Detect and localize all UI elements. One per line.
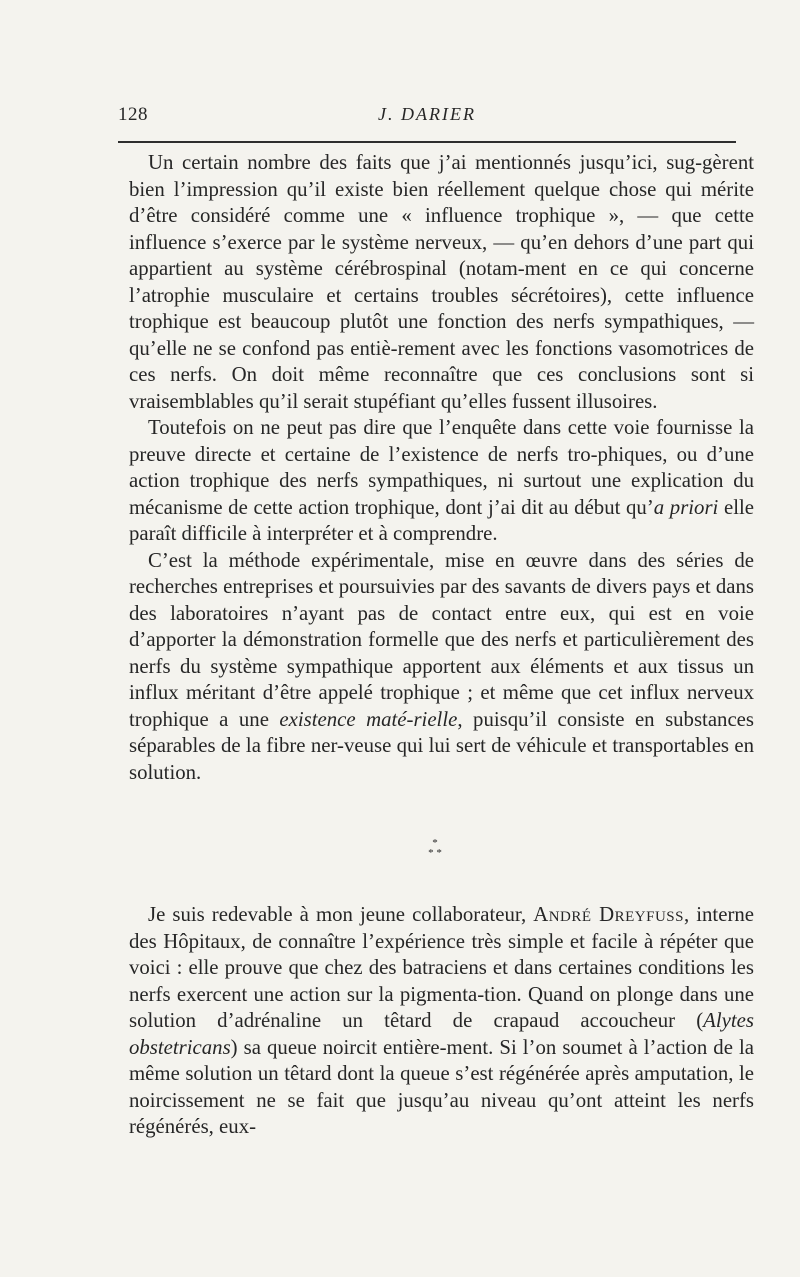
asterism-separator xyxy=(410,838,460,878)
paragraph-4-italic-species: Alytes obstetricans xyxy=(129,1009,754,1059)
header-rule xyxy=(118,141,736,143)
running-head: J. DARIER xyxy=(378,104,476,124)
paragraph-1-text: Un certain nombre des faits que j’ai mentionnés jusqu’ici, sug-gèrent bien l’impression qu’il existe bien réellement quelque chose qui mérite d’être considéré comme une « influence trophique », — que cette influence s’exerce par le système nerveux, — qu’en dehors d’une part qui appartient au système cérébrospinal (notam-ment en ce qui concerne l’atrophie musculaire et certains troubles sécrétoires), cette influence trophique est beaucoup plutôt une fonction des nerfs sympathiques, — qu’elle ne se confond pas entiè-rement avec les fonctions vasomotrices de ces nerfs. On doit même reconnaître que ces conclusions sont si vraisemblables qu’il serait stupéfiant qu’elles fussent illusoires. xyxy=(129,151,754,413)
paragraph-3-text-a: C’est la méthode expérimentale, mise en œuvre dans des séries de recherches entreprises et poursuivies par des savants de divers pays et dans des laboratoires n’ayant pas de contact entre eux, qui est en voie d’apporter la démonstration formelle que des nerfs et particulièrement des nerfs du système sympathique apportent aux éléments et aux tissus un influx méritant d’être appelé trophique ; et même que cet influx nerveux trophique a une xyxy=(129,548,754,731)
page-number: 128 xyxy=(118,104,148,125)
paragraph-2-text-b: elle paraît difficile à interpréter et à comprendre. xyxy=(129,495,755,545)
paragraph-3-italic-existence: existence maté-rielle xyxy=(279,707,458,731)
body-text-section-1 xyxy=(129,150,754,786)
body-text-section-2 xyxy=(129,902,754,1141)
asterism-top: * xyxy=(432,837,438,849)
paragraph-2-text-a: Toutefois on ne peut pas dire que l’enquête dans cette voie fournisse la preuve directe et certaine de l’existence de nerfs tro-phiques, ou d’une action trophique des nerfs sympathiques, ni surtout une explication du mécanisme de cette action trophique, dont j’ai dit au début qu’ xyxy=(129,416,754,519)
asterism-bottom: * * xyxy=(428,847,442,859)
paragraph-4-name-smallcaps: André Dreyfuss xyxy=(533,903,684,926)
paragraph-3 xyxy=(129,548,754,787)
paragraph-1 xyxy=(129,150,754,415)
paragraph-4 xyxy=(129,902,754,1141)
paragraph-4-text-a: Je suis redevable à mon jeune collaborateur, xyxy=(148,903,534,926)
paragraph-4-text-c: ) sa queue noircit entière-ment. Si l’on soumet à l’action de la même solution un têtard dont la queue s’est régénérée après amputation, le noircissement ne se fait que jusqu’au niveau qu’ont atteint les nerfs régénérés, eux- xyxy=(129,1035,754,1138)
paragraph-2-italic-a-priori: a priori xyxy=(653,495,719,519)
paragraph-2 xyxy=(129,415,754,548)
paragraph-4-text-b: , interne des Hôpitaux, de connaître l’expérience très simple et facile à répéter que voici : elle prouve que chez des batraciens et dans certaines conditions les nerfs exercent une action sur la pigmenta-tion. Quand on plonge dans une solution d’adrénaline un têtard de crapaud accoucheur ( xyxy=(129,903,754,1032)
page-header xyxy=(118,104,736,134)
paragraph-3-text-b: , puisqu’il consiste en substances séparables de la fibre ner-veuse qui lui sert de véhicule et transportables en solution. xyxy=(129,707,755,784)
